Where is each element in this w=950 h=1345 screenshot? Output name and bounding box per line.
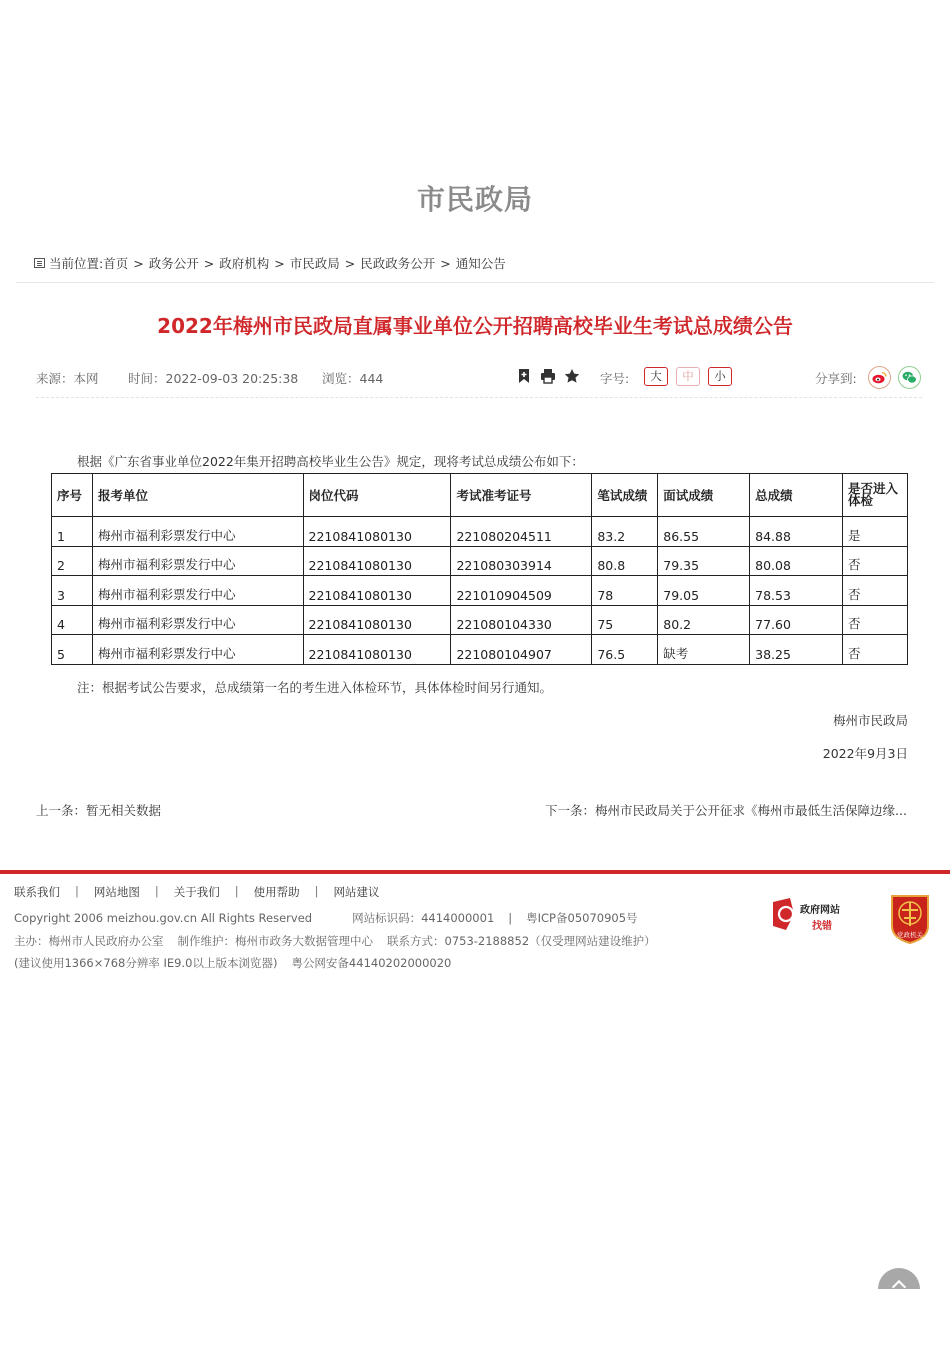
table-cell: 梅州市福利彩票发行中心	[92, 576, 303, 606]
table-cell: 38.25	[750, 635, 843, 665]
footer-link-about[interactable]: 关于我们	[173, 885, 220, 899]
table-cell: 83.2	[592, 517, 658, 547]
table-cell: 78	[592, 576, 658, 606]
table-cell: 3	[52, 576, 93, 606]
footer-link-divider: |	[75, 884, 79, 898]
table-cell: 80.08	[750, 546, 843, 576]
article-meta	[36, 368, 922, 388]
table-cell: 76.5	[592, 635, 658, 665]
footer-host: 主办：梅州市人民政府办公室	[14, 934, 164, 948]
breadcrumb-separator: >	[440, 255, 451, 271]
footer-id-divider: |	[508, 911, 513, 925]
table-cell: 221010904509	[451, 576, 592, 606]
signature-date: 2022年9月3日	[822, 746, 908, 761]
table-cell: 缺考	[658, 635, 750, 665]
table-cell: 221080104907	[451, 635, 592, 665]
breadcrumb-label: 当前位置:	[49, 256, 104, 271]
footer-link-sitemap[interactable]: 网站地图	[93, 885, 140, 899]
table-header-row	[52, 474, 908, 517]
table-cell: 梅州市福利彩票发行中心	[92, 605, 303, 635]
wechat-icon	[902, 371, 917, 384]
footer-link-help[interactable]: 使用帮助	[253, 885, 300, 899]
table-row	[52, 576, 908, 606]
location-list-icon	[34, 258, 45, 268]
article-time: 时间：2022-09-03 20:25:38	[128, 371, 299, 386]
signature-organization: 梅州市民政局	[832, 713, 908, 728]
table-cell: 86.55	[658, 517, 750, 547]
footer-link-divider: |	[154, 884, 159, 898]
footer-contact: 联系方式：0753-2188852（仅受理网站建设维护）	[387, 934, 656, 948]
share-label: 分享到:	[815, 371, 857, 386]
article-views: 浏览：444	[322, 371, 384, 386]
breadcrumb-item-gov-agencies[interactable]: 政府机构	[219, 256, 270, 271]
article-title: 2022年梅州市民政局直属事业单位公开招聘高校毕业生考试总成绩公告	[157, 314, 793, 338]
bookmark-add-icon[interactable]	[516, 368, 532, 384]
font-size-buttons	[644, 367, 732, 386]
table-header-cell: 考试准考证号	[451, 474, 592, 517]
breadcrumb-separator: >	[203, 255, 215, 271]
breadcrumb-separator: >	[274, 255, 285, 271]
table-cell: 5	[52, 635, 93, 665]
font-size-label: 字号:	[600, 371, 630, 386]
breadcrumb-item-notices[interactable]: 通知公告	[455, 256, 506, 271]
footer-browser-line	[14, 955, 451, 971]
footer-icp-link[interactable]: 粤ICP备05070905号	[526, 911, 638, 925]
table-cell: 75	[592, 605, 658, 635]
footer-link-suggestion[interactable]: 网站建议	[333, 885, 380, 899]
table-header-cell: 报考单位	[92, 474, 303, 517]
table-cell: 2210841080130	[303, 517, 451, 547]
previous-article-link[interactable]: 上一条：暂无相关数据	[36, 803, 162, 818]
print-icon[interactable]	[540, 368, 556, 384]
table-cell: 是	[843, 517, 908, 547]
meta-divider	[36, 397, 922, 398]
table-cell: 78.53	[750, 576, 843, 606]
party-gov-organ-badge[interactable]	[888, 892, 932, 944]
font-size-large-button[interactable]: 大	[644, 367, 668, 386]
table-cell: 2	[52, 546, 93, 576]
score-table	[51, 473, 908, 665]
wechat-share-button[interactable]	[898, 366, 921, 389]
breadcrumb-item-affairs-open[interactable]: 民政政务公开	[360, 256, 436, 271]
table-cell: 221080303914	[451, 546, 592, 576]
table-cell: 2210841080130	[303, 635, 451, 665]
badge-find-line1: 政府网站	[800, 905, 840, 916]
table-cell: 84.88	[750, 517, 843, 547]
footer-police-record[interactable]: 粤公网安备44140202000020	[291, 956, 452, 970]
table-header-cell: 岗位代码	[303, 474, 451, 517]
table-header-cell: 笔试成绩	[592, 474, 658, 517]
breadcrumb-separator: >	[133, 255, 144, 271]
footer-host-line	[14, 933, 656, 949]
footer-maintainer: 制作维护：梅州市政务大数据管理中心	[177, 934, 373, 948]
table-cell: 221080204511	[451, 517, 592, 547]
next-article-link[interactable]: 下一条：梅州市民政局关于公开征求《梅州市最低生活保障边缘...	[545, 803, 907, 818]
footer-link-divider: |	[314, 884, 319, 898]
badge-find-shape	[773, 898, 794, 930]
footer-links	[14, 884, 380, 900]
breadcrumb-separator: >	[344, 255, 356, 271]
table-header-cell: 是否进入体检	[843, 474, 908, 517]
table-cell: 否	[843, 635, 908, 665]
footer-copyright-line	[14, 910, 638, 926]
footer-accent-bar	[0, 870, 950, 874]
footer-link-contact[interactable]: 联系我们	[14, 885, 60, 899]
footer-copyright: Copyright 2006 meizhou.gov.cn All Rights Reserved	[14, 911, 313, 925]
footer-link-divider: |	[234, 884, 239, 898]
footer-browser-note: (建议使用1366×768分辨率 IE9.0以上版本浏览器)	[14, 956, 278, 970]
table-cell: 梅州市福利彩票发行中心	[92, 517, 303, 547]
article-tools	[516, 368, 580, 384]
weibo-share-button[interactable]	[868, 366, 891, 389]
table-cell: 221080104330	[451, 605, 592, 635]
chevron-up-icon	[878, 1268, 920, 1289]
breadcrumb-item-gov-affairs[interactable]: 政务公开	[148, 256, 199, 271]
table-cell: 否	[843, 576, 908, 606]
table-row	[52, 517, 908, 547]
table-cell: 80.2	[658, 605, 750, 635]
table-cell: 2210841080130	[303, 605, 451, 635]
table-cell: 79.35	[658, 546, 750, 576]
gov-site-error-report-badge[interactable]	[770, 896, 852, 936]
breadcrumb-divider	[16, 282, 934, 283]
table-cell: 1	[52, 517, 93, 547]
footer-site-id: 网站标识码：4414000001	[352, 911, 495, 925]
table-cell: 80.8	[592, 546, 658, 576]
favorite-star-icon[interactable]	[564, 368, 580, 384]
table-cell: 4	[52, 605, 93, 635]
table-cell: 79.05	[658, 576, 750, 606]
table-header-cell: 面试成绩	[658, 474, 750, 517]
badge-dang-text: 党政机关	[897, 931, 923, 939]
table-cell: 梅州市福利彩票发行中心	[92, 546, 303, 576]
table-cell: 2210841080130	[303, 576, 451, 606]
breadcrumb-item-civil-affairs[interactable]: 市民政局	[289, 256, 340, 271]
article-source: 来源：本网	[36, 371, 99, 386]
table-row	[52, 546, 908, 576]
table-cell: 2210841080130	[303, 546, 451, 576]
table-cell: 77.60	[750, 605, 843, 635]
weibo-icon	[872, 371, 887, 384]
department-title: 市民政局	[416, 183, 533, 216]
share-icons	[868, 366, 921, 389]
back-to-top-button[interactable]	[878, 1268, 920, 1289]
table-header-cell: 序号	[52, 474, 93, 517]
article-note: 注：根据考试公告要求，总成绩第一名的考生进入体检环节，具体体检时间另行通知。	[77, 680, 553, 695]
article-intro: 根据《广东省事业单位2022年集开招聘高校毕业生公告》规定，现将考试总成绩公布如下：	[77, 454, 584, 469]
breadcrumb-item-home[interactable]: 首页	[103, 256, 129, 271]
font-size-small-button[interactable]: 小	[708, 367, 732, 386]
table-cell: 梅州市福利彩票发行中心	[92, 635, 303, 665]
table-row	[52, 635, 908, 665]
table-header-cell: 总成绩	[750, 474, 843, 517]
table-row	[52, 605, 908, 635]
font-size-medium-button[interactable]: 中	[676, 367, 700, 386]
badge-find-line2: 找错	[812, 921, 832, 932]
table-cell: 否	[843, 546, 908, 576]
breadcrumb	[34, 254, 506, 272]
table-cell: 否	[843, 605, 908, 635]
